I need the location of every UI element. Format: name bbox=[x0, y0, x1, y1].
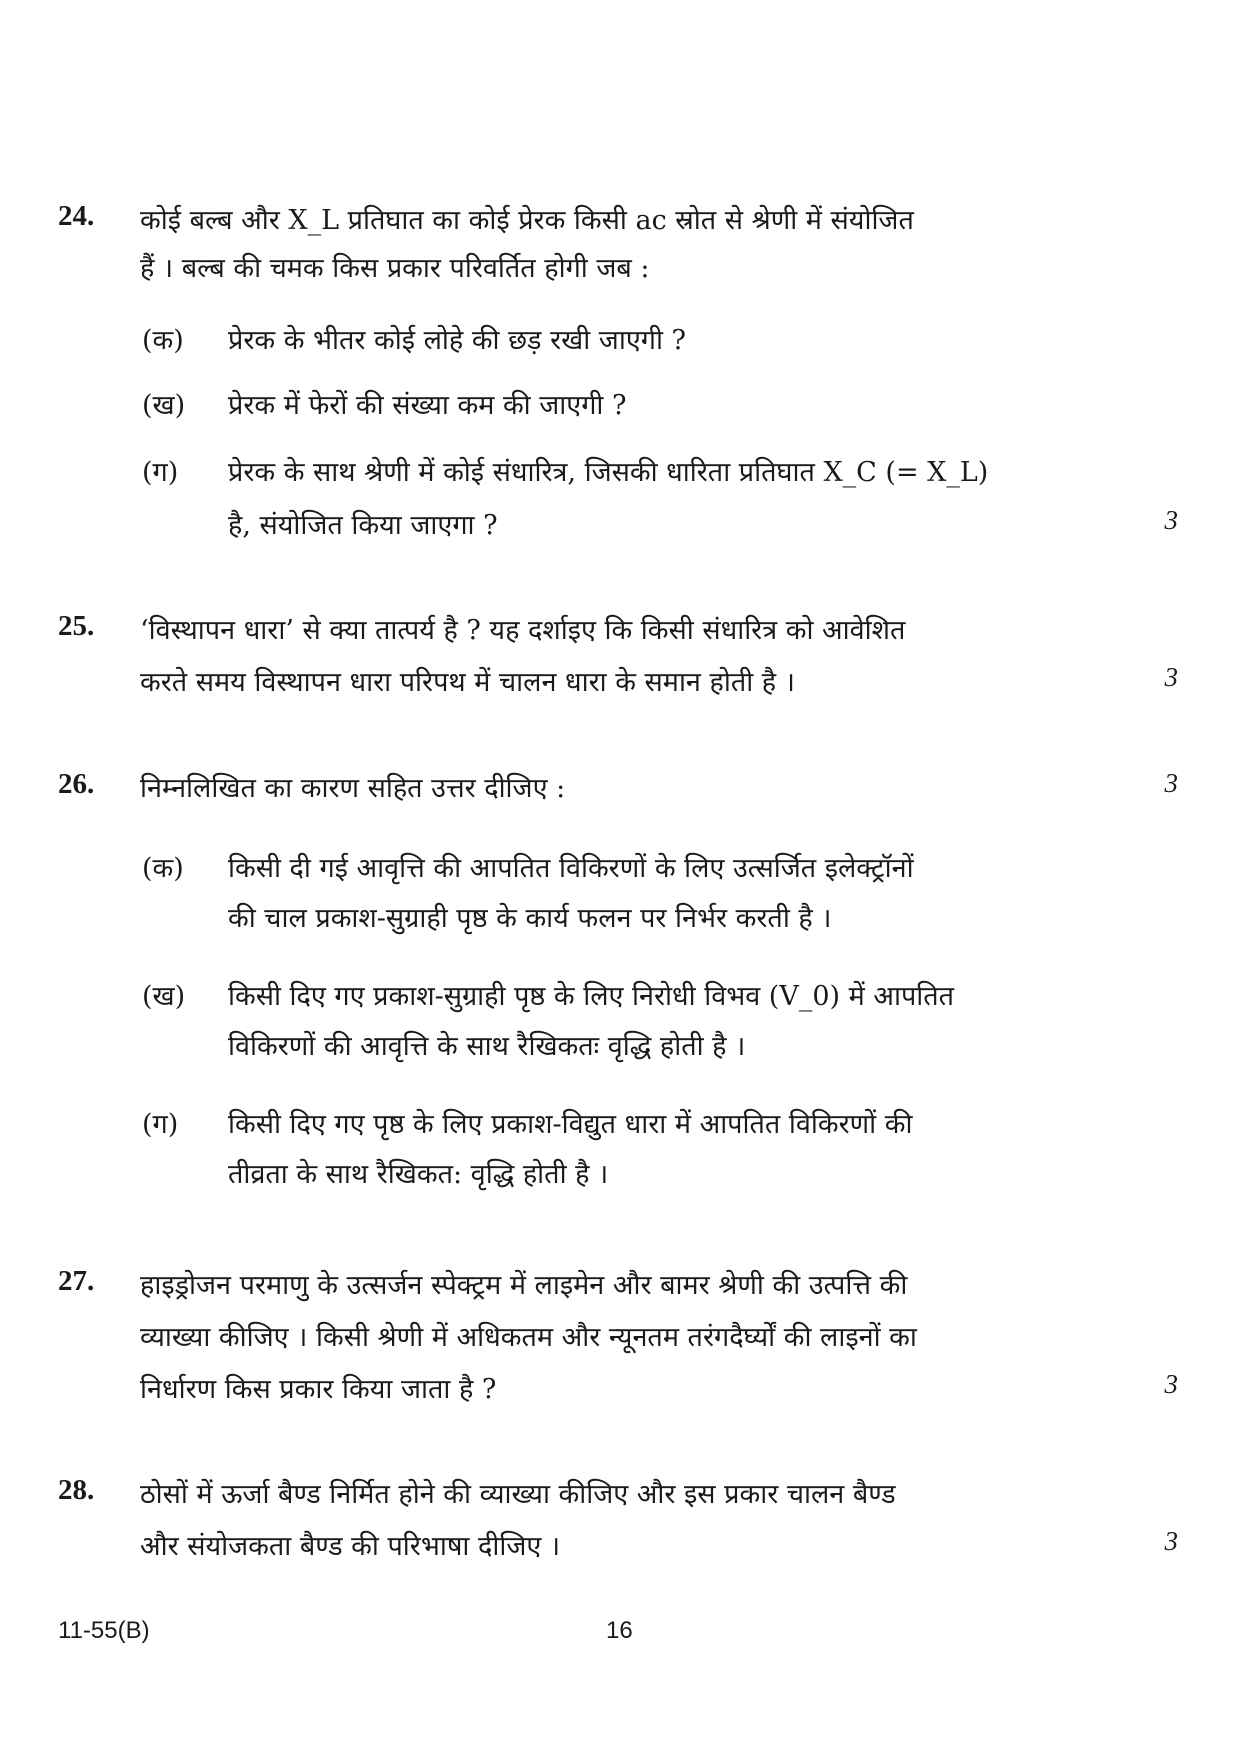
question-text-line: और संयोजकता बैण्ड की परिभाषा दीजिए । bbox=[140, 1531, 561, 1562]
question-number: 27. bbox=[58, 1265, 95, 1297]
part-text-line: किसी दी गई आवृत्ति की आपतित विकिरणों के लिए उत्सर्जित इलेक्ट्रॉनों bbox=[228, 853, 914, 884]
marks: 3 bbox=[1164, 505, 1178, 535]
question-text-line: निम्नलिखित का कारण सहित उत्तर दीजिए : bbox=[140, 773, 566, 804]
marks: 3 bbox=[1164, 1369, 1178, 1399]
question-text-line: ‘विस्थापन धारा’ से क्या तात्पर्य है ? यह दर्शाइए कि किसी संधारित्र को आवेशित bbox=[140, 615, 906, 646]
question-text-line: निर्धारण किस प्रकार किया जाता है ? bbox=[140, 1374, 497, 1405]
question-text-line: हाइड्रोजन परमाणु के उत्सर्जन स्पेक्ट्रम में लाइमेन और बामर श्रेणी की उत्पत्ति की bbox=[140, 1270, 908, 1301]
question-text-line: करते समय विस्थापन धारा परिपथ में चालन धारा के समान होती है । bbox=[140, 667, 795, 698]
part-label: (क) bbox=[142, 325, 184, 356]
question-text-line: हैं । बल्ब की चमक किस प्रकार परिवर्तित होगी जब : bbox=[140, 253, 650, 284]
part-label: (ग) bbox=[142, 1109, 179, 1140]
part-text-line: प्रेरक के साथ श्रेणी में कोई संधारित्र, जिसकी धारिता प्रतिघात X_C (= X_L) bbox=[228, 457, 989, 488]
question-number: 24. bbox=[58, 200, 95, 232]
question-number: 25. bbox=[58, 610, 95, 642]
question-number: 26. bbox=[58, 768, 95, 800]
part-label: (ख) bbox=[142, 390, 186, 421]
part-text-line: प्रेरक के भीतर कोई लोहे की छड़ रखी जाएगी ? bbox=[228, 325, 686, 356]
part-label: (ख) bbox=[142, 981, 186, 1012]
part-text-line: तीव्रता के साथ रैखिकत: वृद्धि होती है । bbox=[228, 1159, 609, 1190]
part-text-line: प्रेरक में फेरों की संख्या कम की जाएगी ? bbox=[228, 390, 627, 421]
question-text-line: ठोसों में ऊर्जा बैण्ड निर्मित होने की व्याख्या कीजिए और इस प्रकार चालन बैण्ड bbox=[140, 1479, 896, 1510]
part-label: (क) bbox=[142, 853, 184, 884]
part-text-line: किसी दिए गए पृष्ठ के लिए प्रकाश-विद्युत धारा में आपतित विकिरणों की bbox=[228, 1109, 913, 1140]
part-text-line: है, संयोजित किया जाएगा ? bbox=[228, 510, 498, 541]
part-text-line: विकिरणों की आवृत्ति के साथ रैखिकतः वृद्धि होती है । bbox=[228, 1031, 746, 1062]
part-text-line: की चाल प्रकाश-सुग्राही पृष्ठ के कार्य फलन पर निर्भर करती है । bbox=[228, 903, 832, 934]
footer-code: 11-55(B) bbox=[58, 1617, 150, 1644]
part-label: (ग) bbox=[142, 457, 179, 488]
part-text-line: किसी दिए गए प्रकाश-सुग्राही पृष्ठ के लिए निरोधी विभव (V_0) में आपतित bbox=[228, 981, 955, 1012]
question-text-line: कोई बल्ब और X_L प्रतिघात का कोई प्रेरक किसी ac स्रोत से श्रेणी में संयोजित bbox=[140, 205, 914, 236]
marks: 3 bbox=[1164, 768, 1178, 798]
question-text-line: व्याख्या कीजिए । किसी श्रेणी में अधिकतम और न्यूनतम तरंगदैर्घ्यों की लाइनों का bbox=[140, 1322, 917, 1353]
marks: 3 bbox=[1164, 662, 1178, 692]
question-number: 28. bbox=[58, 1474, 95, 1506]
marks: 3 bbox=[1164, 1526, 1178, 1556]
page-number: 16 bbox=[606, 1617, 633, 1644]
